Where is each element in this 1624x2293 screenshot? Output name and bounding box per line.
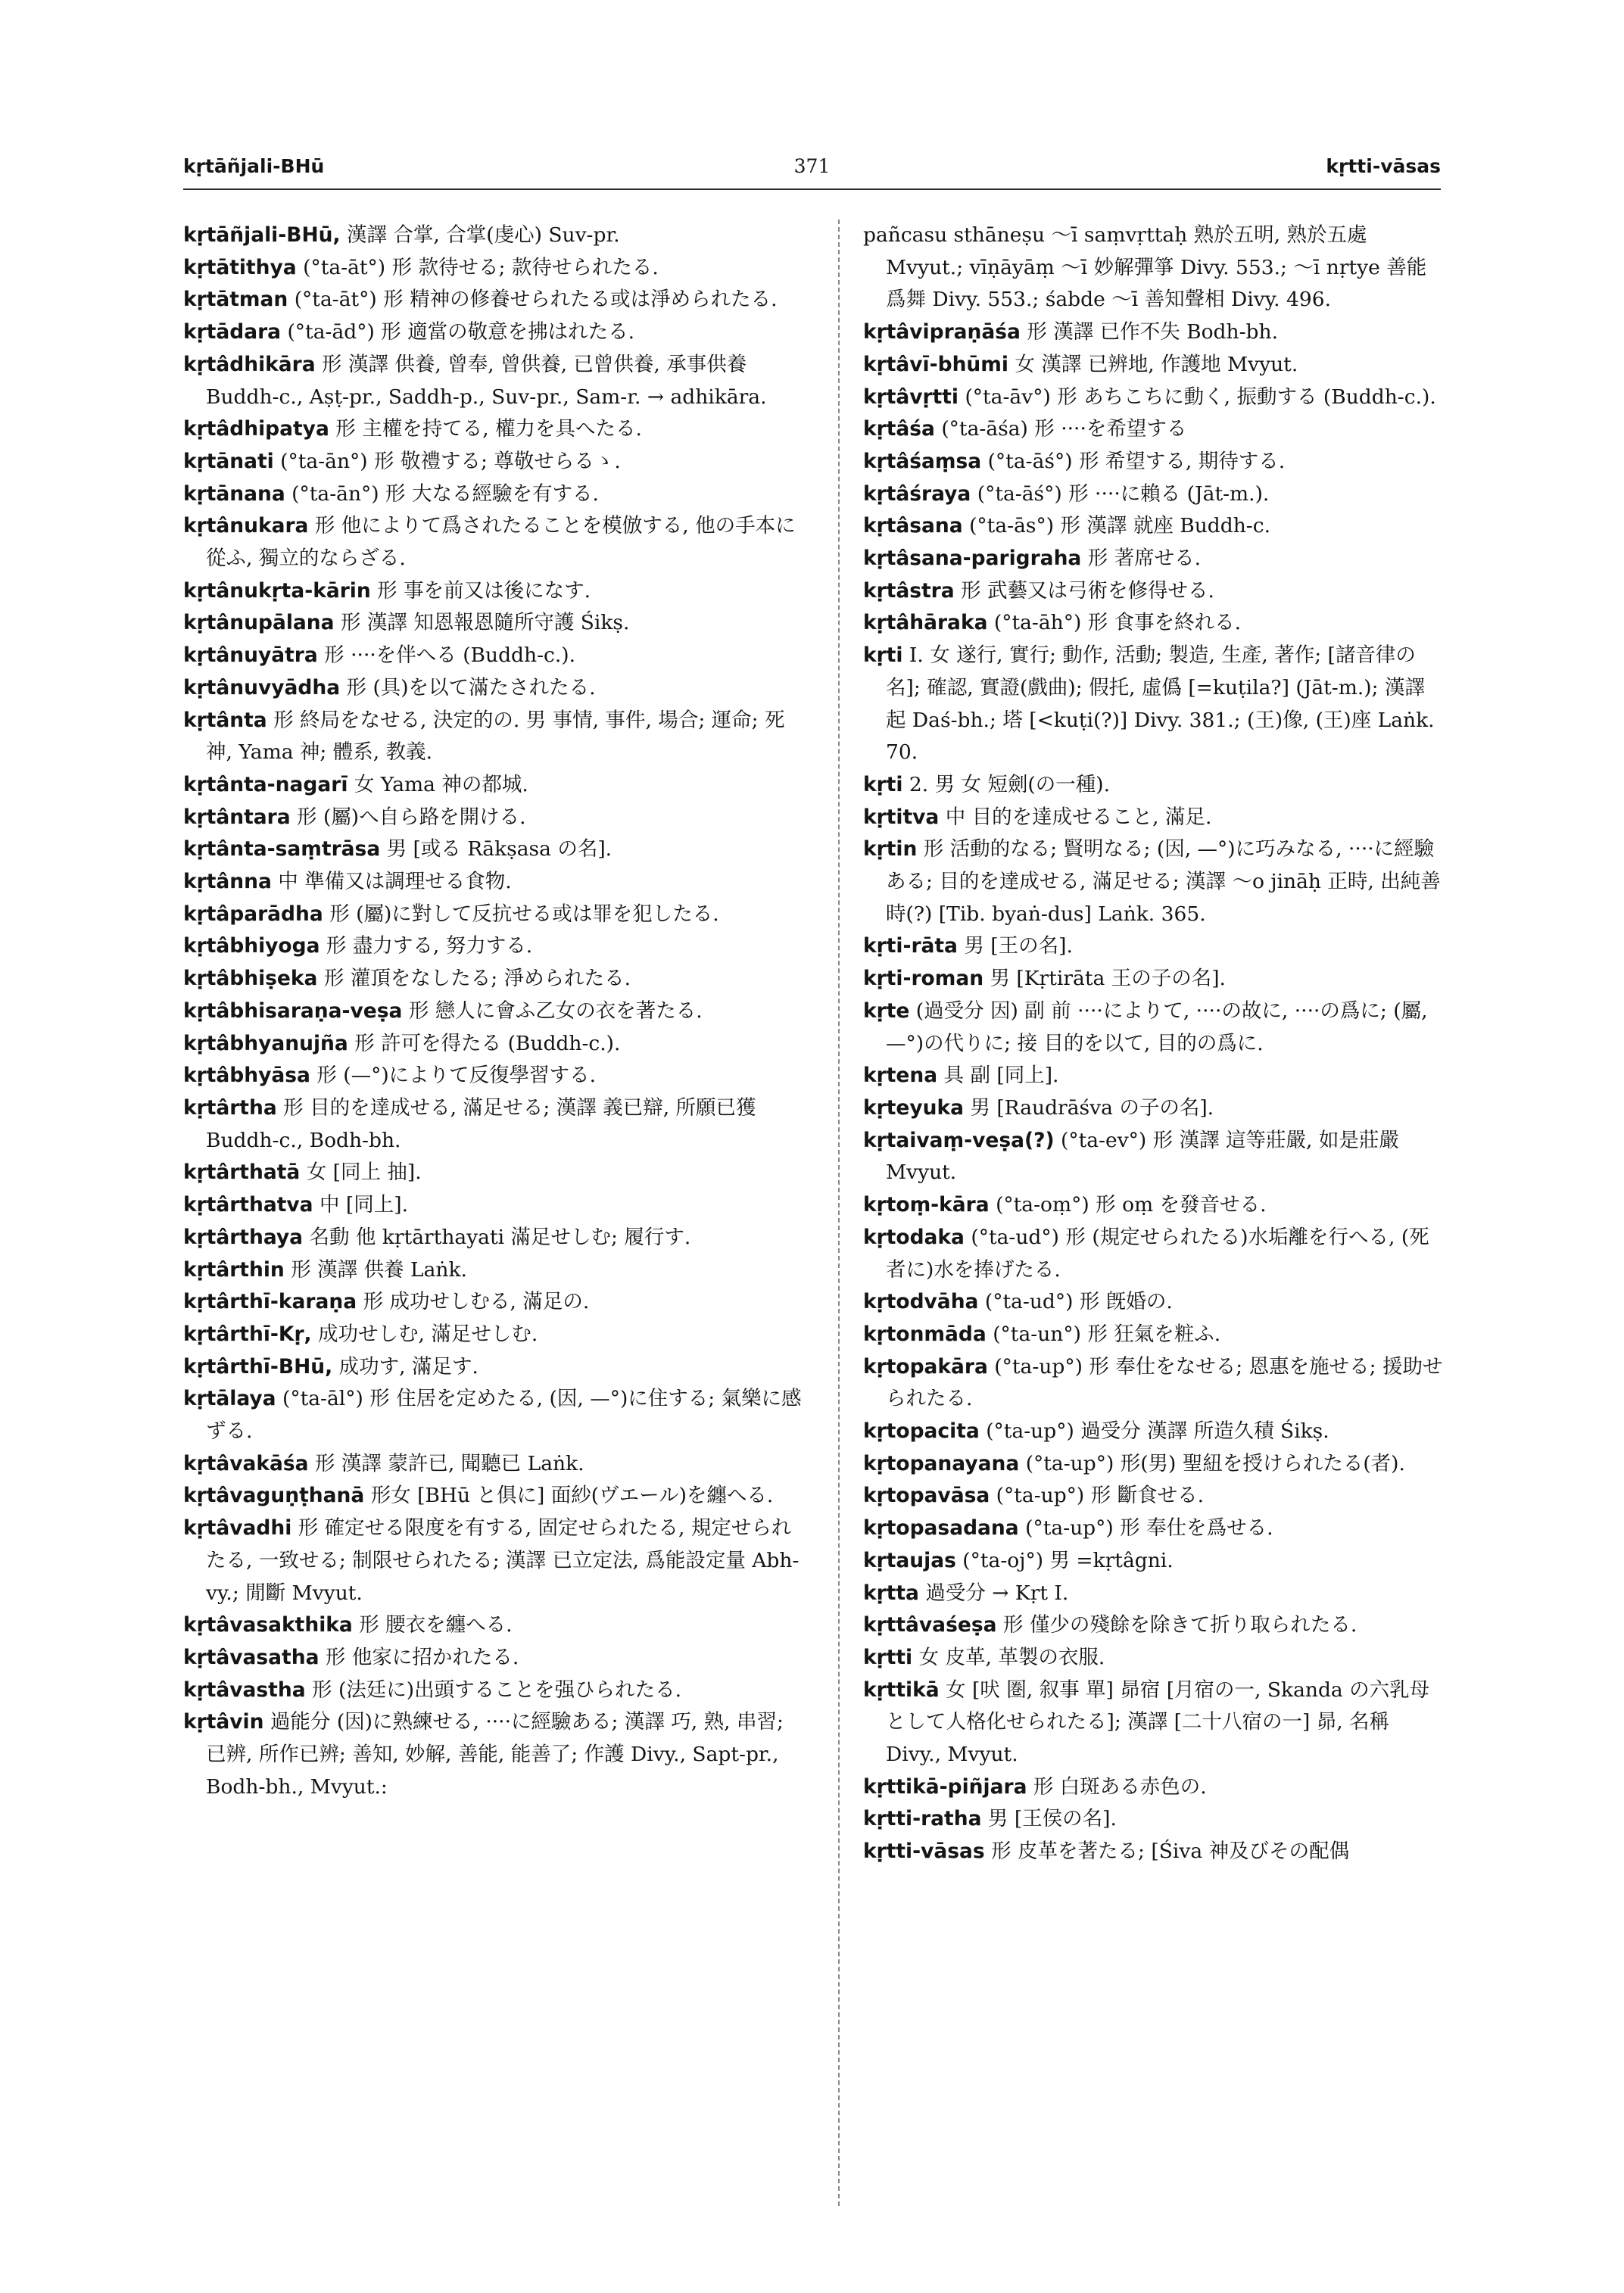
entry-headword: kṛtâstra — [863, 578, 955, 603]
entry-definition: 形 (屬)に對して反抗せる或は罪を犯したる. — [323, 902, 719, 926]
dictionary-entry — [863, 607, 1446, 640]
entry-headword: kṛtârthī-karaṇa — [183, 1290, 357, 1314]
entry-headword: kṛtâvī-bhūmi — [863, 352, 1008, 376]
entry-definition: 形 (—°)によりて反復學習する. — [310, 1064, 597, 1088]
entry-definition: (°ta-oj°) 男 =kṛtâgni. — [955, 1548, 1174, 1572]
dictionary-entry — [863, 1351, 1446, 1416]
dictionary-entry — [863, 1189, 1446, 1222]
entry-headword: kṛtopacita — [863, 1419, 980, 1444]
entry-definition: 女 皮革, 革製の衣服. — [912, 1645, 1105, 1669]
entry-headword: kṛtâśa — [863, 417, 935, 441]
entry-definition: 形 漢譯 已作不失 Bodh-bh. — [1020, 320, 1278, 344]
dictionary-entry — [183, 1060, 804, 1092]
entry-definition: (°ta-ād°) 形 適當の敬意を拂はれたる. — [281, 320, 635, 344]
entry-definition: 形 ····を伴へる (Buddh-c.). — [317, 643, 576, 668]
dictionary-entry — [183, 1706, 804, 1803]
entry-definition: 女 [同上 抽]. — [300, 1161, 422, 1185]
entry-headword: kṛteyuka — [863, 1095, 964, 1120]
entry-definition: 男 [王侯の名]. — [981, 1807, 1117, 1831]
dictionary-entry — [183, 672, 804, 705]
entry-definition: 女 [吠 圏, 叙事 單] 昴宿 [月宿の一, Skanda の六乳母として人格化せられたる]; 漢譯 [二十八宿の一] 昴, 名稱 Divy., Mvyut. — [886, 1678, 1430, 1767]
entry-headword: kṛtopanayana — [863, 1451, 1020, 1475]
entry-definition: 男 [或る Rākṣasa の名]. — [380, 837, 613, 861]
dictionary-entry — [863, 1060, 1446, 1092]
entry-definition: 形 腰衣を纏へる. — [352, 1613, 513, 1637]
entry-headword: kṛtârthatva — [183, 1193, 313, 1217]
entry-headword: kṛtopavāsa — [863, 1484, 990, 1508]
entry-headword: kṛtâvipraṇāśa — [863, 320, 1021, 344]
dictionary-entry — [863, 1092, 1446, 1125]
entry-definition: 形 僅少の殘餘を除きて折り取られたる. — [996, 1613, 1357, 1637]
page-header — [183, 155, 1441, 190]
entry-definition: 形 白斑ある赤色の. — [1027, 1774, 1207, 1799]
entry-definition: (°ta-ās°) 形 漢譯 就座 Buddh-c. — [962, 514, 1271, 538]
entry-headword: kṛtena — [863, 1064, 938, 1088]
entry-headword: kṛtānana — [183, 481, 285, 506]
entry-headword: kṛtâśaṃsa — [863, 449, 982, 473]
entry-definition: 形 (法廷に)出頭することを强ひられたる. — [305, 1678, 682, 1702]
entry-definition: 名動 他 kṛtārthayati 滿足せしむ; 履行す. — [303, 1225, 691, 1249]
entry-headword: kṛtânta — [183, 708, 267, 732]
entry-definition: (°ta-āv°) 形 あちこちに動く, 振動する (Buddh-c.). — [959, 385, 1436, 409]
entry-definition: (°ta-up°) 形(男) 聖紐を授けられたる(者). — [1019, 1451, 1405, 1475]
entry-definition: (°ta-ud°) 形 (規定せられたる)水垢離を行へる, (死者に)水を捧げたる. — [886, 1225, 1429, 1282]
dictionary-entry — [863, 1222, 1446, 1286]
dictionary-entry — [863, 446, 1446, 478]
dictionary-entry — [863, 833, 1446, 930]
dictionary-entry — [863, 1416, 1446, 1448]
entry-headword: kṛtâvasakthika — [183, 1613, 353, 1637]
entry-definition: 中 [同上]. — [313, 1193, 409, 1217]
header-right-guideword: kṛtti-vāsas — [1326, 155, 1441, 177]
dictionary-entry — [183, 640, 804, 672]
entry-headword: kṛtti-vāsas — [863, 1840, 985, 1864]
dictionary-entry — [183, 1286, 804, 1319]
dictionary-entry — [863, 1803, 1446, 1836]
entry-headword: kṛtti — [863, 1645, 913, 1669]
entry-headword: kṛtānati — [183, 449, 274, 473]
entry-headword: kṛtânna — [183, 870, 272, 894]
entry-definition: 形 漢譯 供養, 曾奉, 曾供養, 已曾供養, 承事供養 Buddh-c., Aṣṭ-pr., Saddh-p., Suv-pr., Sam-r. → adhikāra. — [206, 352, 767, 409]
entry-headword: kṛtâvaguṇṭhanā — [183, 1484, 365, 1508]
entry-definition: (°ta-āt°) 形 款待せる; 款待せられたる. — [296, 255, 659, 279]
entry-definition: (°ta-āś°) 形 希望する, 期待する. — [981, 449, 1286, 473]
dictionary-entry — [863, 220, 1446, 316]
dictionary-entry — [183, 284, 804, 316]
entry-definition: (°ta-up°) 形 奉仕を爲せる. — [1018, 1516, 1273, 1541]
dictionary-entry — [863, 1836, 1446, 1868]
dictionary-entry — [183, 1675, 804, 1707]
dictionary-entry — [183, 1642, 804, 1675]
entry-headword: kṛtâbhiyoga — [183, 934, 320, 958]
entry-definition: 形女 [BHū と俱に] 面紗(ヴエール)を纏へる. — [364, 1484, 774, 1508]
entry-headword: kṛtâdhikāra — [183, 352, 316, 376]
entry-headword: kṛtin — [863, 837, 918, 861]
dictionary-entry — [183, 1513, 804, 1609]
dictionary-entry — [183, 1383, 804, 1447]
entry-definition: I. 女 遂行, 實行; 動作, 活動; 製造, 生產, 著作; [諸音律の名]; 確認, 實證(戲曲); 假托, 虛僞 [=kuṭila?] (Jāt-m.); 漢譯 起 Daś-bh.; 塔 [<kuṭi(?)] Divy. 381.; (王)像, (王)座 Laṅk. 70. — [886, 643, 1435, 765]
entry-definition: (°ta-āś°) 形 ····に賴る (Jāt-m.). — [971, 481, 1270, 506]
entry-definition: (°ta-ev°) 形 漢譯 這等莊嚴, 如是莊嚴 Mvyut. — [886, 1128, 1399, 1185]
dictionary-entry — [863, 575, 1446, 608]
dictionary-entry — [183, 899, 804, 931]
dictionary-entry — [183, 446, 804, 478]
entry-headword: kṛtâbhyanujña — [183, 1031, 348, 1055]
entry-headword: kṛtânta-saṃtrāsa — [183, 837, 381, 861]
dictionary-entry — [863, 413, 1446, 446]
entry-headword: kṛttâvaśeṣa — [863, 1613, 997, 1637]
entry-headword: kṛtâvastha — [183, 1678, 306, 1702]
dictionary-entry — [863, 1771, 1446, 1804]
entry-definition: (°ta-āl°) 形 住居を定めたる, (因, —°)に住する; 氣樂に感ずる. — [206, 1387, 802, 1444]
dictionary-entry — [183, 575, 804, 608]
entry-headword: kṛttikā-piñjara — [863, 1774, 1027, 1799]
entry-headword: kṛtoṃ-kāra — [863, 1193, 990, 1217]
left-column — [183, 220, 804, 1803]
entry-definition: 形 成功せしむる, 滿足の. — [357, 1290, 590, 1314]
entry-definition: 形 皮革を著たる; [Śiva 神及びその配偶 — [984, 1840, 1350, 1864]
dictionary-entry — [863, 478, 1446, 511]
entry-definition: (°ta-ān°) 形 敬禮する; 尊敬せらるゝ. — [273, 449, 621, 473]
entry-headword: kṛtta — [863, 1581, 919, 1605]
entry-definition: 形 武藝又は弓術を修得せる. — [954, 578, 1214, 603]
entry-definition: 形 漢譯 知恩報恩隨所守護 Śikṣ. — [334, 611, 630, 635]
entry-definition: 中 準備又は調理せる食物. — [271, 870, 512, 894]
entry-headword: kṛtârthī-BHū, — [183, 1354, 333, 1379]
entry-definition: 形 漢譯 供養 Laṅk. — [284, 1257, 467, 1282]
entry-headword: kṛtaivaṃ-veṣa(?) — [863, 1128, 1055, 1152]
dictionary-entry — [863, 316, 1446, 349]
entry-headword: kṛtânukṛta-kārin — [183, 578, 371, 603]
entry-definition: (°ta-up°) 形 斷食せる. — [990, 1484, 1205, 1508]
entry-definition: 形 目的を達成せる, 滿足せる; 漢譯 義已辯, 所願已獲 Buddh-c., Bodh-bh. — [206, 1095, 756, 1152]
entry-headword: kṛtâsana-parigraha — [863, 547, 1082, 571]
entry-headword: kṛti — [863, 643, 903, 668]
entry-headword: kṛtâbhyāsa — [183, 1064, 310, 1088]
entry-definition: 成功せしむ, 滿足せしむ. — [311, 1322, 538, 1346]
entry-definition: 過受分 → Kṛt I. — [918, 1581, 1069, 1605]
dictionary-entry — [183, 705, 804, 769]
dictionary-entry — [183, 607, 804, 640]
dictionary-entry — [863, 769, 1446, 802]
dictionary-entry — [863, 1448, 1446, 1481]
dictionary-entry — [863, 963, 1446, 995]
entry-headword: kṛtânta-nagarī — [183, 772, 348, 796]
entry-definition: 形 事を前又は後になす. — [370, 578, 591, 603]
entry-headword: kṛtânuyātra — [183, 643, 318, 668]
entry-definition: (°ta-un°) 形 狂氣を粧ふ. — [986, 1322, 1221, 1346]
page-number: 371 — [793, 155, 831, 177]
dictionary-entry — [183, 220, 804, 252]
entry-definition: 具 副 [同上]. — [937, 1064, 1059, 1088]
dictionary-entry — [863, 1642, 1446, 1675]
entry-headword: kṛtâvasatha — [183, 1645, 320, 1669]
dictionary-entry — [183, 478, 804, 511]
dictionary-entry — [863, 1578, 1446, 1610]
dictionary-entry — [863, 930, 1446, 963]
dictionary-entry — [863, 510, 1446, 543]
entry-headword: kṛti — [863, 772, 903, 796]
entry-headword: kṛtitva — [863, 805, 940, 829]
entry-headword: kṛtâvadhi — [183, 1516, 292, 1541]
entry-headword: kṛtâvin — [183, 1710, 264, 1734]
entry-headword: kṛtâvakāśa — [183, 1451, 309, 1475]
dictionary-entry — [863, 995, 1446, 1060]
entry-definition: 男 [Raudrāśva の子の名]. — [963, 1095, 1214, 1120]
entry-definition: 形 灌頂をなしたる; 淨められたる. — [317, 967, 631, 991]
entry-headword: kṛtodaka — [863, 1225, 965, 1249]
right-column — [863, 220, 1446, 1868]
entry-definition: (°ta-āh°) 形 食事を終れる. — [987, 611, 1242, 635]
dictionary-entry — [863, 640, 1446, 769]
entry-definition: (°ta-ān°) 形 大なる經驗を有する. — [285, 481, 599, 506]
entry-headword: kṛtopakāra — [863, 1354, 988, 1379]
entry-definition: (°ta-āśa) 形 ····を希望する — [934, 417, 1187, 441]
dictionary-entry — [863, 1675, 1446, 1771]
dictionary-entry — [183, 1157, 804, 1189]
entry-definition: 形 戀人に會ふ乙女の衣を著たる. — [402, 999, 703, 1023]
entry-definition: 形 (具)を以て滿たされたる. — [340, 675, 596, 699]
dictionary-entry — [183, 252, 804, 285]
entry-headword: kṛtâhāraka — [863, 611, 988, 635]
dictionary-entry — [183, 413, 804, 446]
dictionary-entry — [863, 349, 1446, 382]
dictionary-entry — [183, 1480, 804, 1513]
entry-headword: kṛtântara — [183, 805, 291, 829]
entry-headword: kṛtâbhiṣeka — [183, 967, 318, 991]
entry-definition: 形 他家に招かれたる. — [319, 1645, 519, 1669]
entry-definition: 形 他によりて爲されたることを模倣する, 他の手本に從ふ, 獨立的ならざる. — [206, 514, 796, 571]
entry-definition: (過受分 因) 副 前 ····によりて, ····の故に, ····の爲に; (屬, —°)の代りに; 接 目的を以て, 目的の爲に. — [886, 999, 1428, 1055]
dictionary-entry — [863, 1609, 1446, 1642]
dictionary-entry — [183, 1092, 804, 1157]
entry-headword: kṛtânuvyādha — [183, 675, 341, 699]
entry-definition: 形 盡力する, 努力する. — [320, 934, 533, 958]
entry-definition: 女 漢譯 已辨地, 作護地 Mvyut. — [1008, 352, 1298, 376]
dictionary-entry — [863, 543, 1446, 575]
dictionary-entry — [183, 833, 804, 866]
entry-headword: kṛtâdhipatya — [183, 417, 329, 441]
entry-headword: kṛtātman — [183, 288, 288, 312]
entry-headword: kṛtodvāha — [863, 1290, 979, 1314]
entry-definition: 形 漢譯 蒙許已, 聞聽已 Laṅk. — [308, 1451, 584, 1475]
entry-definition: (°ta-up°) 過受分 漢譯 所造久積 Śikṣ. — [979, 1419, 1329, 1444]
entry-definition: 男 [Kṛtirāta 王の子の名]. — [983, 967, 1226, 991]
dictionary-entry — [183, 1319, 804, 1351]
entry-headword: kṛtādara — [183, 320, 282, 344]
dictionary-entry — [183, 995, 804, 1028]
entry-headword: kṛtopasadana — [863, 1516, 1019, 1541]
entry-definition: 女 Yama 神の都城. — [348, 772, 528, 796]
entry-definition: 形 確定せる限度を有する, 固定せられたる, 規定せられたる, 一致せる; 制限せられたる; 漢譯 已立定法, 爲能設定量 Abh-vy.; 閒斷 Mvyut. — [206, 1516, 800, 1605]
dictionary-entry — [183, 963, 804, 995]
dictionary-entry — [863, 802, 1446, 834]
entry-headword: kṛtāñjali-BHū, — [183, 223, 341, 247]
entry-definition: 2. 男 女 短劍(の一種). — [902, 772, 1111, 796]
entry-headword: kṛtânukara — [183, 514, 309, 538]
entry-headword: kṛtti-ratha — [863, 1807, 982, 1831]
dictionary-entry — [863, 1125, 1446, 1189]
entry-definition: 形 主權を持てる, 權力を具へたる. — [329, 417, 642, 441]
dictionary-entry — [863, 1480, 1446, 1513]
dictionary-entry — [183, 866, 804, 899]
entry-definition: 形 著席せる. — [1081, 547, 1202, 571]
entry-headword: kṛtâparādha — [183, 902, 323, 926]
entry-headword: kṛtâsana — [863, 514, 963, 538]
dictionary-entry — [863, 1319, 1446, 1351]
entry-definition: 形 許可を得たる (Buddh-c.). — [348, 1031, 621, 1055]
entry-headword: kṛtâvṛtti — [863, 385, 959, 409]
entry-headword: kṛte — [863, 999, 910, 1023]
entry-headword: kṛtârthatā — [183, 1161, 301, 1185]
entry-definition: 漢譯 合掌, 合掌(虔心) Suv-pr. — [340, 223, 620, 247]
entry-headword: kṛti-roman — [863, 967, 984, 991]
entry-headword: kṛttikā — [863, 1678, 940, 1702]
entry-definition: (°ta-āt°) 形 精神の修養せられたる或は淨められたる. — [288, 288, 778, 312]
entry-definition: 中 目的を達成せること, 滿足. — [939, 805, 1212, 829]
dictionary-entry — [183, 1254, 804, 1287]
entry-definition: 男 [王の名]. — [957, 934, 1073, 958]
entry-definition: 形 終局をなせる, 決定的の. 男 事情, 事件, 場合; 運命; 死神, Yama 神; 體系, 教義. — [206, 708, 785, 765]
dictionary-entry — [183, 316, 804, 349]
entry-headword: kṛtârthaya — [183, 1225, 304, 1249]
dictionary-entry — [863, 1286, 1446, 1319]
entry-definition: 成功す, 滿足す. — [332, 1354, 478, 1379]
dictionary-entry — [863, 1513, 1446, 1545]
header-left-guideword: kṛtāñjali-BHū — [183, 155, 325, 177]
dictionary-entry — [183, 1028, 804, 1061]
dictionary-entry — [183, 1222, 804, 1254]
dictionary-entry — [183, 510, 804, 575]
entry-headword: kṛtârthī-Kṛ, — [183, 1322, 312, 1346]
entry-definition: (°ta-oṃ°) 形 oṃ を發音せる. — [989, 1193, 1267, 1217]
entry-definition: pañcasu sthāneṣu ～ī saṃvṛttaḥ 熟於五明, 熟於五處 Mvyut.; vīṇāyāṃ ～ī 妙解彈箏 Divy. 553.; ～ī nṛtye 善能爲舞 Divy. 553.; śabde ～ī 善知聲相 Divy. 496. — [863, 223, 1427, 312]
dictionary-entry — [183, 802, 804, 834]
entry-definition: 過能分 (因)に熟練せる, ····に經驗ある; 漢譯 巧, 熟, 串習; 已辨, 所作已辨; 善知, 妙解, 善能, 能善了; 作護 Divy., Sapt-pr., Bodh-bh., Mvyut.: — [206, 1710, 784, 1799]
dictionary-entry — [183, 349, 804, 413]
entry-definition: (°ta-up°) 形 奉仕をなせる; 恩惠を施せる; 援助せられたる. — [886, 1354, 1443, 1411]
dictionary-entry — [183, 1189, 804, 1222]
entry-definition: 形 活動的なる; 賢明なる; (因, —°)に巧みなる, ····に經驗ある; 目的を達成せる, 滿足せる; 漢譯 ～o jināḥ 正時, 出純善時(?) [Tib. byaṅ-dus] Laṅk. 365. — [886, 837, 1441, 926]
dictionary-entry — [183, 1448, 804, 1481]
entry-headword: kṛtârtha — [183, 1095, 277, 1120]
column-divider — [838, 220, 840, 2206]
entry-definition: 形 (屬)へ自ら路を開ける. — [290, 805, 526, 829]
entry-definition: (°ta-ud°) 形 旣婚の. — [978, 1290, 1173, 1314]
dictionary-entry — [863, 382, 1446, 414]
entry-headword: kṛtonmāda — [863, 1322, 987, 1346]
dictionary-entry — [183, 1351, 804, 1384]
dictionary-entry — [183, 769, 804, 802]
entry-headword: kṛtânupālana — [183, 611, 335, 635]
entry-headword: kṛtârthin — [183, 1257, 285, 1282]
entry-headword: kṛtātithya — [183, 255, 297, 279]
entry-headword: kṛtaujas — [863, 1548, 956, 1572]
entry-headword: kṛti-rāta — [863, 934, 958, 958]
entry-headword: kṛtâśraya — [863, 481, 971, 506]
dictionary-entry — [183, 1609, 804, 1642]
entry-headword: kṛtâbhisaraṇa-veṣa — [183, 999, 403, 1023]
entry-headword: kṛtālaya — [183, 1387, 276, 1411]
dictionary-entry — [183, 930, 804, 963]
dictionary-entry — [863, 1545, 1446, 1578]
